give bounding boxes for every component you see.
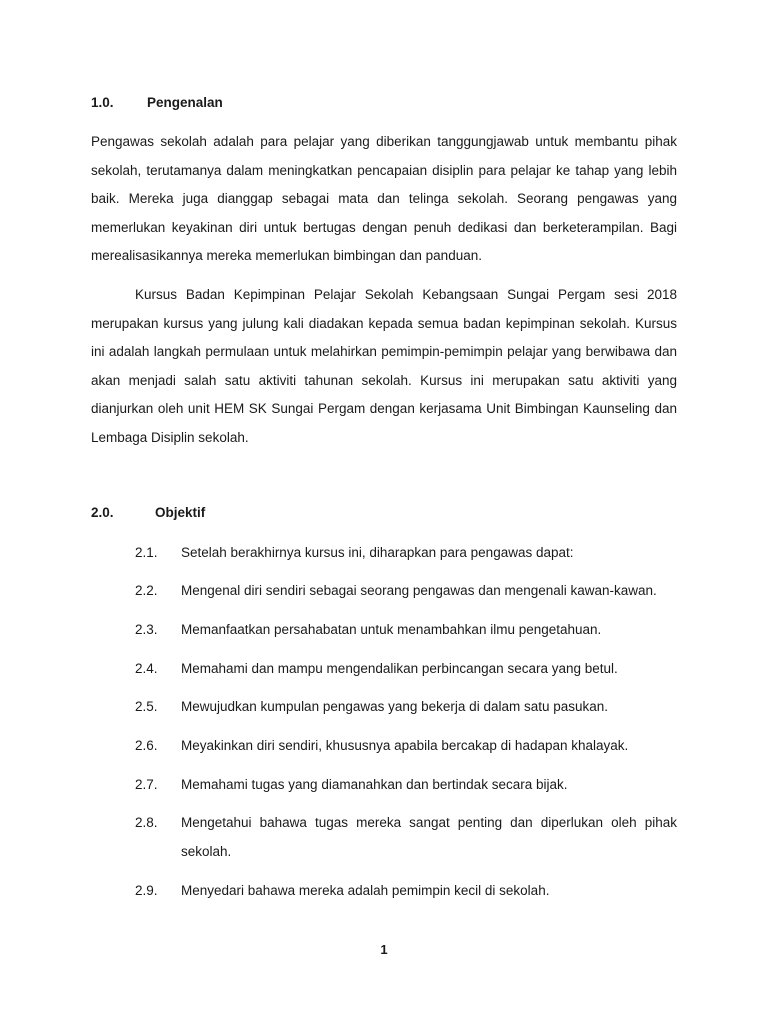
objective-text: Mewujudkan kumpulan pengawas yang bekerja di dalam satu pasukan. xyxy=(181,699,609,714)
page-number: 1 xyxy=(380,942,388,957)
objective-number: 2.2. xyxy=(135,583,158,598)
objective-text: Memanfaatkan persahabatan untuk menambahkan ilmu pengetahuan. xyxy=(181,622,602,637)
section-title: Pengenalan xyxy=(147,95,223,110)
objective-number: 2.3. xyxy=(135,622,158,637)
objective-text: Mengetahui bahawa tugas mereka sangat penting dan diperlukan oleh pihak sekolah. xyxy=(181,815,677,859)
objective-item xyxy=(135,692,677,721)
objective-number: 2.7. xyxy=(135,777,158,792)
objective-item xyxy=(135,615,677,644)
objective-text: Memahami tugas yang diamanahkan dan bertindak secara bijak. xyxy=(181,777,568,792)
objective-item xyxy=(135,876,677,905)
intro-paragraph-1: Pengawas sekolah adalah para pelajar yang diberikan tanggungjawab untuk membantu pihak sekolah, terutamanya dalam meningkatkan pencapaian disiplin para pelajar ke tahap yang lebih baik. Mereka juga dianggap sebagai mata dan telinga sekolah. Seorang pengawas yang memerlukan keyakinan diri untuk bertugas dengan penuh dedikasi dan berketerampilan. Bagi merealisasikannya mereka memerlukan bimbingan dan panduan. xyxy=(91,134,677,263)
objective-number: 2.1. xyxy=(135,545,158,560)
section-title: Objektif xyxy=(155,505,206,520)
objective-text: Mengenal diri sendiri sebagai seorang pengawas dan mengenali kawan-kawan. xyxy=(181,583,657,598)
objective-number: 2.8. xyxy=(135,815,158,830)
objective-number: 2.6. xyxy=(135,738,158,753)
section-number: 2.0. xyxy=(91,505,114,520)
section-number: 1.0. xyxy=(91,95,114,110)
objective-number: 2.5. xyxy=(135,699,158,714)
objective-item xyxy=(135,538,677,567)
objective-number: 2.9. xyxy=(135,883,158,898)
section-heading-objektif xyxy=(91,504,206,522)
section-heading-pengenalan xyxy=(91,94,223,112)
objective-text: Setelah berakhirnya kursus ini, diharapkan para pengawas dapat: xyxy=(181,545,574,560)
objective-text: Memahami dan mampu mengendalikan perbincangan secara yang betul. xyxy=(181,661,618,676)
objective-item xyxy=(135,654,677,683)
objective-item xyxy=(135,731,677,760)
intro-paragraph-2: Kursus Badan Kepimpinan Pelajar Sekolah Kebangsaan Sungai Pergam sesi 2018 merupakan kursus yang julung kali diadakan kepada semua badan kepimpinan sekolah. Kursus ini adalah langkah permulaan untuk melahirkan pemimpin-pemimpin pelajar yang berwibawa dan akan menjadi salah satu aktiviti tahunan sekolah. Kursus ini merupakan satu aktiviti yang dianjurkan oleh unit HEM SK Sungai Pergam dengan kerjasama Unit Bimbingan Kaunseling dan Lembaga Disiplin sekolah. xyxy=(91,287,677,445)
objective-item xyxy=(135,576,677,605)
objective-text: Meyakinkan diri sendiri, khususnya apabila bercakap di hadapan khalayak. xyxy=(181,738,629,753)
objective-item xyxy=(135,770,677,799)
objective-number: 2.4. xyxy=(135,661,158,676)
objective-item xyxy=(135,808,677,866)
objective-text: Menyedari bahawa mereka adalah pemimpin kecil di sekolah. xyxy=(181,883,550,898)
